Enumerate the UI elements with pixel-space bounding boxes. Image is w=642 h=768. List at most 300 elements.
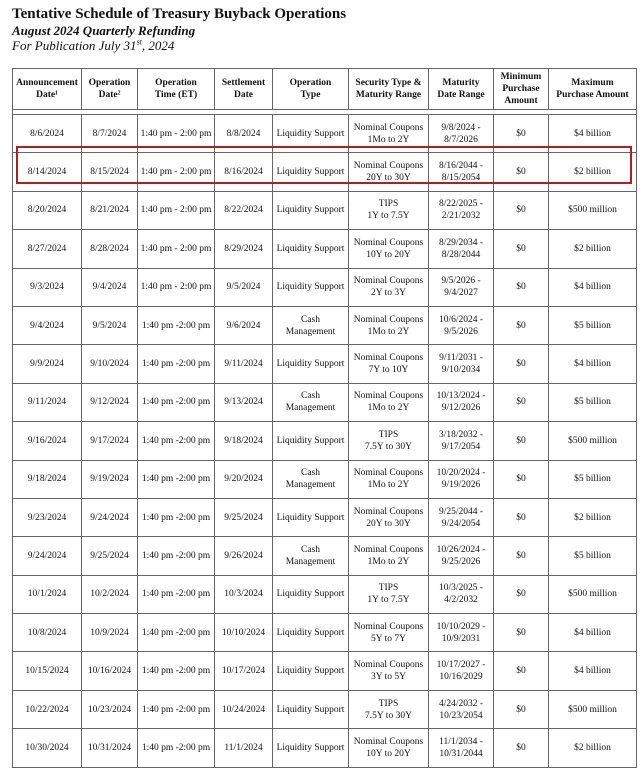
- column-header-text: Security Type &: [355, 78, 422, 88]
- maturity-range-cell: [429, 230, 494, 268]
- document-title: Tentative Schedule of Treasury Buyback Operations: [12, 6, 347, 22]
- minimum-purchase-text: $0: [516, 205, 526, 216]
- security-type-text: 1Y to 7.5Y: [367, 595, 410, 606]
- security-type-text: 1Mo to 2Y: [367, 134, 410, 145]
- operation-time-text: 1:40 pm - 2:00 pm: [140, 243, 212, 254]
- announcement-date-cell: [13, 729, 82, 767]
- operation-time-cell: [138, 115, 215, 153]
- table-row: [13, 652, 637, 690]
- security-type-text: 3Y to 5Y: [370, 672, 406, 683]
- maximum-purchase-cell: [549, 614, 637, 652]
- maturity-range-text: 8/15/2054: [441, 173, 481, 184]
- security-type-text: Nominal Coupons: [353, 506, 424, 517]
- operation-date-cell: [82, 498, 138, 536]
- table-row: [13, 460, 637, 498]
- document-header: [12, 6, 346, 54]
- minimum-purchase-cell: [494, 652, 549, 690]
- operation-date-text: 9/4/2024: [92, 282, 127, 293]
- column-header-text: Maturity: [442, 78, 480, 88]
- settlement-date-cell: [215, 268, 273, 306]
- security-type-text: TIPS: [378, 583, 399, 594]
- operation-date-text: 9/5/2024: [92, 320, 127, 331]
- minimum-purchase-text: $0: [516, 704, 526, 715]
- operation-type-text: Cash: [301, 468, 320, 479]
- operation-time-text: 1:40 pm - 2:00 pm: [140, 205, 212, 216]
- maturity-range-text: 4/24/2032 -: [438, 698, 484, 709]
- operation-type-text: Liquidity Support: [276, 205, 345, 216]
- column-header: [138, 69, 215, 110]
- announcement-date-cell: [13, 537, 82, 575]
- minimum-purchase-cell: [494, 729, 549, 767]
- table-row: [13, 345, 637, 383]
- column-header-text: Time (ET): [154, 90, 198, 100]
- maturity-range-text: 9/24/2054: [441, 518, 481, 529]
- maturity-range-text: 4/2/2032: [444, 595, 478, 606]
- announcement-date-cell: [13, 422, 82, 460]
- operation-type-text: Liquidity Support: [276, 435, 345, 446]
- operation-time-cell: [138, 729, 215, 767]
- table-row: [13, 575, 637, 613]
- settlement-date-cell: [215, 306, 273, 344]
- table-row: [13, 690, 637, 728]
- column-header: [273, 69, 349, 110]
- maturity-range-text: 9/17/2054: [441, 441, 481, 452]
- security-type-cell: [349, 306, 429, 344]
- maturity-range-text: 11/1/2034 -: [439, 736, 483, 747]
- maturity-range-cell: [429, 306, 494, 344]
- operation-type-text: Liquidity Support: [276, 359, 345, 370]
- operation-time-cell: [138, 383, 215, 421]
- maximum-purchase-cell: [549, 498, 637, 536]
- operation-time-cell: [138, 268, 215, 306]
- maximum-purchase-text: $500 million: [568, 704, 617, 715]
- maturity-range-text: 9/11/2031 -: [439, 353, 483, 364]
- column-header-text: Announcement: [16, 78, 78, 88]
- operation-date-text: 8/15/2024: [90, 167, 129, 178]
- settlement-date-cell: [215, 383, 273, 421]
- announcement-date-text: 10/1/2024: [27, 589, 67, 600]
- announcement-date-text: 9/16/2024: [27, 435, 67, 446]
- security-type-text: 1Mo to 2Y: [367, 326, 410, 337]
- settlement-date-cell: [215, 498, 273, 536]
- settlement-date-text: 9/6/2024: [226, 320, 261, 331]
- settlement-date-text: 8/29/2024: [224, 243, 263, 254]
- security-type-text: 10Y to 20Y: [366, 249, 411, 260]
- maximum-purchase-cell: [549, 729, 637, 767]
- operation-time-cell: [138, 422, 215, 460]
- maximum-purchase-cell: [549, 383, 637, 421]
- maximum-purchase-text: $2 billion: [574, 512, 611, 523]
- publication-date: [12, 38, 346, 54]
- operation-type-text: Liquidity Support: [276, 742, 345, 753]
- minimum-purchase-cell: [494, 537, 549, 575]
- maximum-purchase-cell: [549, 652, 637, 690]
- announcement-date-cell: [13, 191, 82, 229]
- maximum-purchase-cell: [549, 690, 637, 728]
- maturity-range-text: 9/5/2026: [444, 326, 478, 337]
- column-header-text: Date¹: [36, 90, 58, 100]
- operation-time-text: 1:40 pm -2:00 pm: [141, 512, 211, 523]
- maturity-range-text: 8/7/2026: [444, 134, 478, 145]
- operation-time-cell: [138, 306, 215, 344]
- operation-date-text: 10/16/2024: [87, 666, 132, 677]
- maximum-purchase-cell: [549, 422, 637, 460]
- maximum-purchase-cell: [549, 115, 637, 153]
- minimum-purchase-cell: [494, 575, 549, 613]
- maturity-range-text: 10/20/2024 -: [436, 468, 486, 479]
- operation-type-cell: [273, 422, 349, 460]
- announcement-date-cell: [13, 614, 82, 652]
- security-type-text: Nominal Coupons: [353, 621, 424, 632]
- minimum-purchase-cell: [494, 345, 549, 383]
- minimum-purchase-cell: [494, 498, 549, 536]
- column-header: [549, 69, 637, 110]
- maximum-purchase-cell: [549, 537, 637, 575]
- publication-prefix: For Publication July 31: [12, 38, 137, 53]
- column-header-text: Maximum: [571, 78, 614, 88]
- operation-type-text: Liquidity Support: [276, 704, 345, 715]
- announcement-date-text: 9/3/2024: [30, 282, 64, 293]
- maximum-purchase-text: $500 million: [568, 589, 617, 600]
- table-row: [13, 268, 637, 306]
- security-type-cell: [349, 268, 429, 306]
- settlement-date-cell: [215, 729, 273, 767]
- maximum-purchase-text: $5 billion: [574, 550, 611, 561]
- operation-type-text: Liquidity Support: [276, 282, 345, 293]
- column-header-text: Settlement: [221, 78, 266, 88]
- minimum-purchase-cell: [494, 115, 549, 153]
- maturity-range-text: 10/17/2027 -: [436, 660, 486, 671]
- minimum-purchase-text: $0: [516, 243, 526, 254]
- security-type-cell: [349, 537, 429, 575]
- security-type-cell: [349, 422, 429, 460]
- operation-date-text: 9/12/2024: [90, 397, 129, 408]
- column-header: [494, 69, 549, 110]
- column-header-text: Date: [234, 90, 253, 100]
- security-type-text: 7Y to 10Y: [368, 365, 409, 376]
- operation-type-text: Management: [285, 556, 336, 567]
- maturity-range-cell: [429, 614, 494, 652]
- operation-date-cell: [82, 422, 138, 460]
- column-header-text: Maturity Range: [355, 90, 422, 100]
- maturity-range-cell: [429, 268, 494, 306]
- maximum-purchase-text: $4 billion: [574, 359, 611, 370]
- announcement-date-text: 8/6/2024: [30, 128, 64, 139]
- operation-type-cell: [273, 614, 349, 652]
- table-row: [13, 729, 637, 767]
- settlement-date-text: 10/10/2024: [221, 627, 266, 638]
- maturity-range-cell: [429, 153, 494, 191]
- operation-time-cell: [138, 614, 215, 652]
- maximum-purchase-text: $5 billion: [574, 474, 611, 485]
- operation-type-cell: [273, 115, 349, 153]
- announcement-date-cell: [13, 230, 82, 268]
- operation-type-text: Liquidity Support: [276, 167, 345, 178]
- maturity-range-text: 9/25/2044 -: [438, 506, 484, 517]
- security-type-cell: [349, 460, 429, 498]
- maximum-purchase-text: $2 billion: [574, 742, 611, 753]
- operation-time-cell: [138, 652, 215, 690]
- minimum-purchase-text: $0: [516, 589, 526, 600]
- minimum-purchase-text: $0: [516, 167, 526, 178]
- table-row: [13, 383, 637, 421]
- security-type-cell: [349, 729, 429, 767]
- operation-type-cell: [273, 460, 349, 498]
- operation-time-text: 1:40 pm -2:00 pm: [141, 359, 211, 370]
- operation-time-text: 1:40 pm -2:00 pm: [141, 589, 211, 600]
- maximum-purchase-text: $4 billion: [574, 666, 611, 677]
- operation-date-cell: [82, 537, 138, 575]
- settlement-date-text: 9/25/2024: [224, 512, 263, 523]
- minimum-purchase-text: $0: [516, 474, 526, 485]
- minimum-purchase-cell: [494, 153, 549, 191]
- operation-time-cell: [138, 575, 215, 613]
- announcement-date-text: 10/8/2024: [27, 627, 67, 638]
- operation-time-text: 1:40 pm -2:00 pm: [141, 627, 211, 638]
- operation-time-text: 1:40 pm -2:00 pm: [141, 435, 211, 446]
- maturity-range-text: 8/28/2044: [441, 249, 481, 260]
- settlement-date-text: 9/5/2024: [226, 282, 261, 293]
- column-header-text: Type: [300, 90, 321, 100]
- security-type-cell: [349, 690, 429, 728]
- operation-type-cell: [273, 153, 349, 191]
- maturity-range-text: 9/5/2026 -: [441, 276, 481, 287]
- maturity-range-text: 2/21/2032: [441, 211, 481, 222]
- maturity-range-text: 9/8/2024 -: [441, 122, 481, 133]
- security-type-text: 1Mo to 2Y: [367, 556, 410, 567]
- settlement-date-cell: [215, 614, 273, 652]
- announcement-date-cell: [13, 652, 82, 690]
- maximum-purchase-cell: [549, 575, 637, 613]
- settlement-date-cell: [215, 690, 273, 728]
- publication-suffix: , 2024: [141, 38, 175, 53]
- announcement-date-cell: [13, 460, 82, 498]
- security-type-text: 7.5Y to 30Y: [365, 441, 412, 452]
- minimum-purchase-text: $0: [516, 359, 526, 370]
- table-row: [13, 230, 637, 268]
- table-header-row: [13, 69, 637, 110]
- settlement-date-cell: [215, 153, 273, 191]
- operation-type-text: Liquidity Support: [276, 512, 345, 523]
- maturity-range-text: 3/18/2032 -: [438, 429, 484, 440]
- operation-time-text: 1:40 pm - 2:00 pm: [140, 167, 212, 178]
- minimum-purchase-cell: [494, 268, 549, 306]
- operation-time-text: 1:40 pm -2:00 pm: [141, 397, 211, 408]
- settlement-date-text: 10/17/2024: [221, 666, 266, 677]
- announcement-date-cell: [13, 383, 82, 421]
- security-type-text: 10Y to 20Y: [366, 748, 411, 759]
- security-type-text: 5Y to 7Y: [370, 633, 406, 644]
- announcement-date-text: 8/20/2024: [27, 205, 67, 216]
- table-row: [13, 498, 637, 536]
- security-type-text: Nominal Coupons: [353, 391, 424, 402]
- announcement-date-cell: [13, 306, 82, 344]
- maturity-range-cell: [429, 422, 494, 460]
- maturity-range-cell: [429, 191, 494, 229]
- announcement-date-cell: [13, 268, 82, 306]
- security-type-text: Nominal Coupons: [353, 544, 424, 555]
- announcement-date-text: 9/9/2024: [30, 359, 64, 370]
- maturity-range-cell: [429, 652, 494, 690]
- maturity-range-text: 10/10/2029 -: [436, 621, 486, 632]
- announcement-date-text: 9/23/2024: [27, 512, 67, 523]
- announcement-date-cell: [13, 575, 82, 613]
- table-body: [13, 110, 637, 768]
- minimum-purchase-text: $0: [516, 550, 526, 561]
- settlement-date-cell: [215, 422, 273, 460]
- column-header-text: Purchase Amount: [556, 90, 629, 100]
- column-header-text: Minimum: [500, 72, 542, 82]
- minimum-purchase-text: $0: [516, 320, 526, 331]
- table-row: [13, 537, 637, 575]
- operation-type-text: Cash: [301, 391, 320, 402]
- settlement-date-cell: [215, 230, 273, 268]
- maximum-purchase-cell: [549, 153, 637, 191]
- maturity-range-text: 10/26/2024 -: [436, 544, 486, 555]
- security-type-text: Nominal Coupons: [353, 353, 424, 364]
- operation-type-cell: [273, 191, 349, 229]
- operation-date-cell: [82, 230, 138, 268]
- table-row: [13, 191, 637, 229]
- security-type-text: 1Mo to 2Y: [367, 403, 410, 414]
- operation-date-text: 10/31/2024: [87, 742, 132, 753]
- security-type-text: Nominal Coupons: [353, 660, 424, 671]
- operation-date-cell: [82, 268, 138, 306]
- maximum-purchase-cell: [549, 306, 637, 344]
- operation-date-text: 9/24/2024: [90, 512, 129, 523]
- operation-time-cell: [138, 537, 215, 575]
- settlement-date-cell: [215, 652, 273, 690]
- operation-type-cell: [273, 652, 349, 690]
- security-type-cell: [349, 115, 429, 153]
- minimum-purchase-text: $0: [516, 282, 526, 293]
- column-header: [215, 69, 273, 110]
- operation-date-cell: [82, 652, 138, 690]
- maximum-purchase-text: $5 billion: [574, 320, 611, 331]
- maximum-purchase-cell: [549, 345, 637, 383]
- security-type-text: Nominal Coupons: [353, 736, 424, 747]
- security-type-cell: [349, 153, 429, 191]
- security-type-text: 7.5Y to 30Y: [365, 710, 412, 721]
- settlement-date-text: 9/11/2024: [224, 359, 263, 370]
- operation-type-cell: [273, 498, 349, 536]
- operation-type-cell: [273, 306, 349, 344]
- column-header: [429, 69, 494, 110]
- maturity-range-cell: [429, 575, 494, 613]
- operation-type-text: Cash: [301, 314, 320, 325]
- announcement-date-text: 10/22/2024: [25, 704, 69, 715]
- operation-type-cell: [273, 345, 349, 383]
- security-type-cell: [349, 345, 429, 383]
- announcement-date-cell: [13, 690, 82, 728]
- settlement-date-cell: [215, 345, 273, 383]
- operation-type-text: Liquidity Support: [276, 128, 345, 139]
- maturity-range-cell: [429, 115, 494, 153]
- security-type-text: Nominal Coupons: [353, 237, 424, 248]
- operation-date-text: 8/21/2024: [90, 205, 129, 216]
- operation-date-cell: [82, 575, 138, 613]
- minimum-purchase-text: $0: [516, 397, 526, 408]
- announcement-date-text: 9/24/2024: [27, 550, 67, 561]
- operation-time-cell: [138, 230, 215, 268]
- operation-time-text: 1:40 pm -2:00 pm: [141, 666, 211, 677]
- maximum-purchase-text: $4 billion: [574, 627, 611, 638]
- operation-date-text: 9/17/2024: [90, 435, 129, 446]
- operation-time-text: 1:40 pm - 2:00 pm: [140, 128, 212, 139]
- maturity-range-text: 10/31/2044: [439, 748, 483, 759]
- announcement-date-text: 10/30/2024: [25, 742, 69, 753]
- security-type-text: 1Y to 7.5Y: [367, 211, 410, 222]
- maximum-purchase-cell: [549, 230, 637, 268]
- minimum-purchase-text: $0: [516, 435, 526, 446]
- maturity-range-text: 9/4/2027: [444, 288, 478, 299]
- maturity-range-cell: [429, 383, 494, 421]
- operation-time-text: 1:40 pm -2:00 pm: [141, 550, 211, 561]
- security-type-cell: [349, 575, 429, 613]
- security-type-text: 1Mo to 2Y: [367, 480, 410, 491]
- maturity-range-text: 9/19/2026: [441, 480, 481, 491]
- column-header-text: Purchase: [502, 84, 540, 94]
- minimum-purchase-text: $0: [516, 666, 526, 677]
- maturity-range-cell: [429, 729, 494, 767]
- maximum-purchase-text: $500 million: [568, 435, 617, 446]
- announcement-date-text: 9/18/2024: [27, 474, 67, 485]
- operation-type-text: Management: [285, 403, 336, 414]
- operation-type-text: Cash: [301, 544, 320, 555]
- minimum-purchase-text: $0: [516, 627, 526, 638]
- maturity-range-text: 10/3/2025 -: [438, 583, 484, 594]
- operation-date-cell: [82, 115, 138, 153]
- operation-time-cell: [138, 690, 215, 728]
- security-type-text: TIPS: [378, 429, 399, 440]
- operation-time-text: 1:40 pm -2:00 pm: [141, 704, 211, 715]
- security-type-text: 20Y to 30Y: [366, 173, 411, 184]
- minimum-purchase-cell: [494, 460, 549, 498]
- operation-date-text: 9/19/2024: [90, 474, 129, 485]
- security-type-text: 20Y to 30Y: [366, 518, 411, 529]
- security-type-text: Nominal Coupons: [353, 161, 424, 172]
- maturity-range-cell: [429, 690, 494, 728]
- column-header: [13, 69, 82, 110]
- maturity-range-text: 10/6/2024 -: [438, 314, 484, 325]
- operation-type-cell: [273, 268, 349, 306]
- operation-type-text: Liquidity Support: [276, 589, 345, 600]
- settlement-date-text: 9/13/2024: [224, 397, 263, 408]
- operation-type-text: Liquidity Support: [276, 243, 345, 254]
- column-header-text: Date Range: [437, 90, 485, 100]
- maturity-range-text: 8/22/2025 -: [438, 199, 484, 210]
- minimum-purchase-text: $0: [516, 512, 526, 523]
- column-header-text: Operation: [88, 78, 131, 88]
- settlement-date-cell: [215, 115, 273, 153]
- maturity-range-cell: [429, 498, 494, 536]
- operation-date-text: 10/23/2024: [87, 704, 132, 715]
- announcement-date-text: 9/4/2024: [30, 320, 64, 331]
- settlement-date-text: 8/16/2024: [224, 167, 263, 178]
- operation-type-text: Management: [285, 326, 336, 337]
- announcement-date-cell: [13, 115, 82, 153]
- operation-type-cell: [273, 575, 349, 613]
- maturity-range-cell: [429, 537, 494, 575]
- operation-date-text: 9/10/2024: [90, 359, 129, 370]
- announcement-date-cell: [13, 498, 82, 536]
- operation-time-cell: [138, 460, 215, 498]
- table-row: [13, 614, 637, 652]
- maturity-range-text: 10/13/2024 -: [436, 391, 486, 402]
- operation-type-text: Liquidity Support: [276, 666, 345, 677]
- operation-type-cell: [273, 729, 349, 767]
- maturity-range-text: 10/16/2029: [439, 672, 483, 683]
